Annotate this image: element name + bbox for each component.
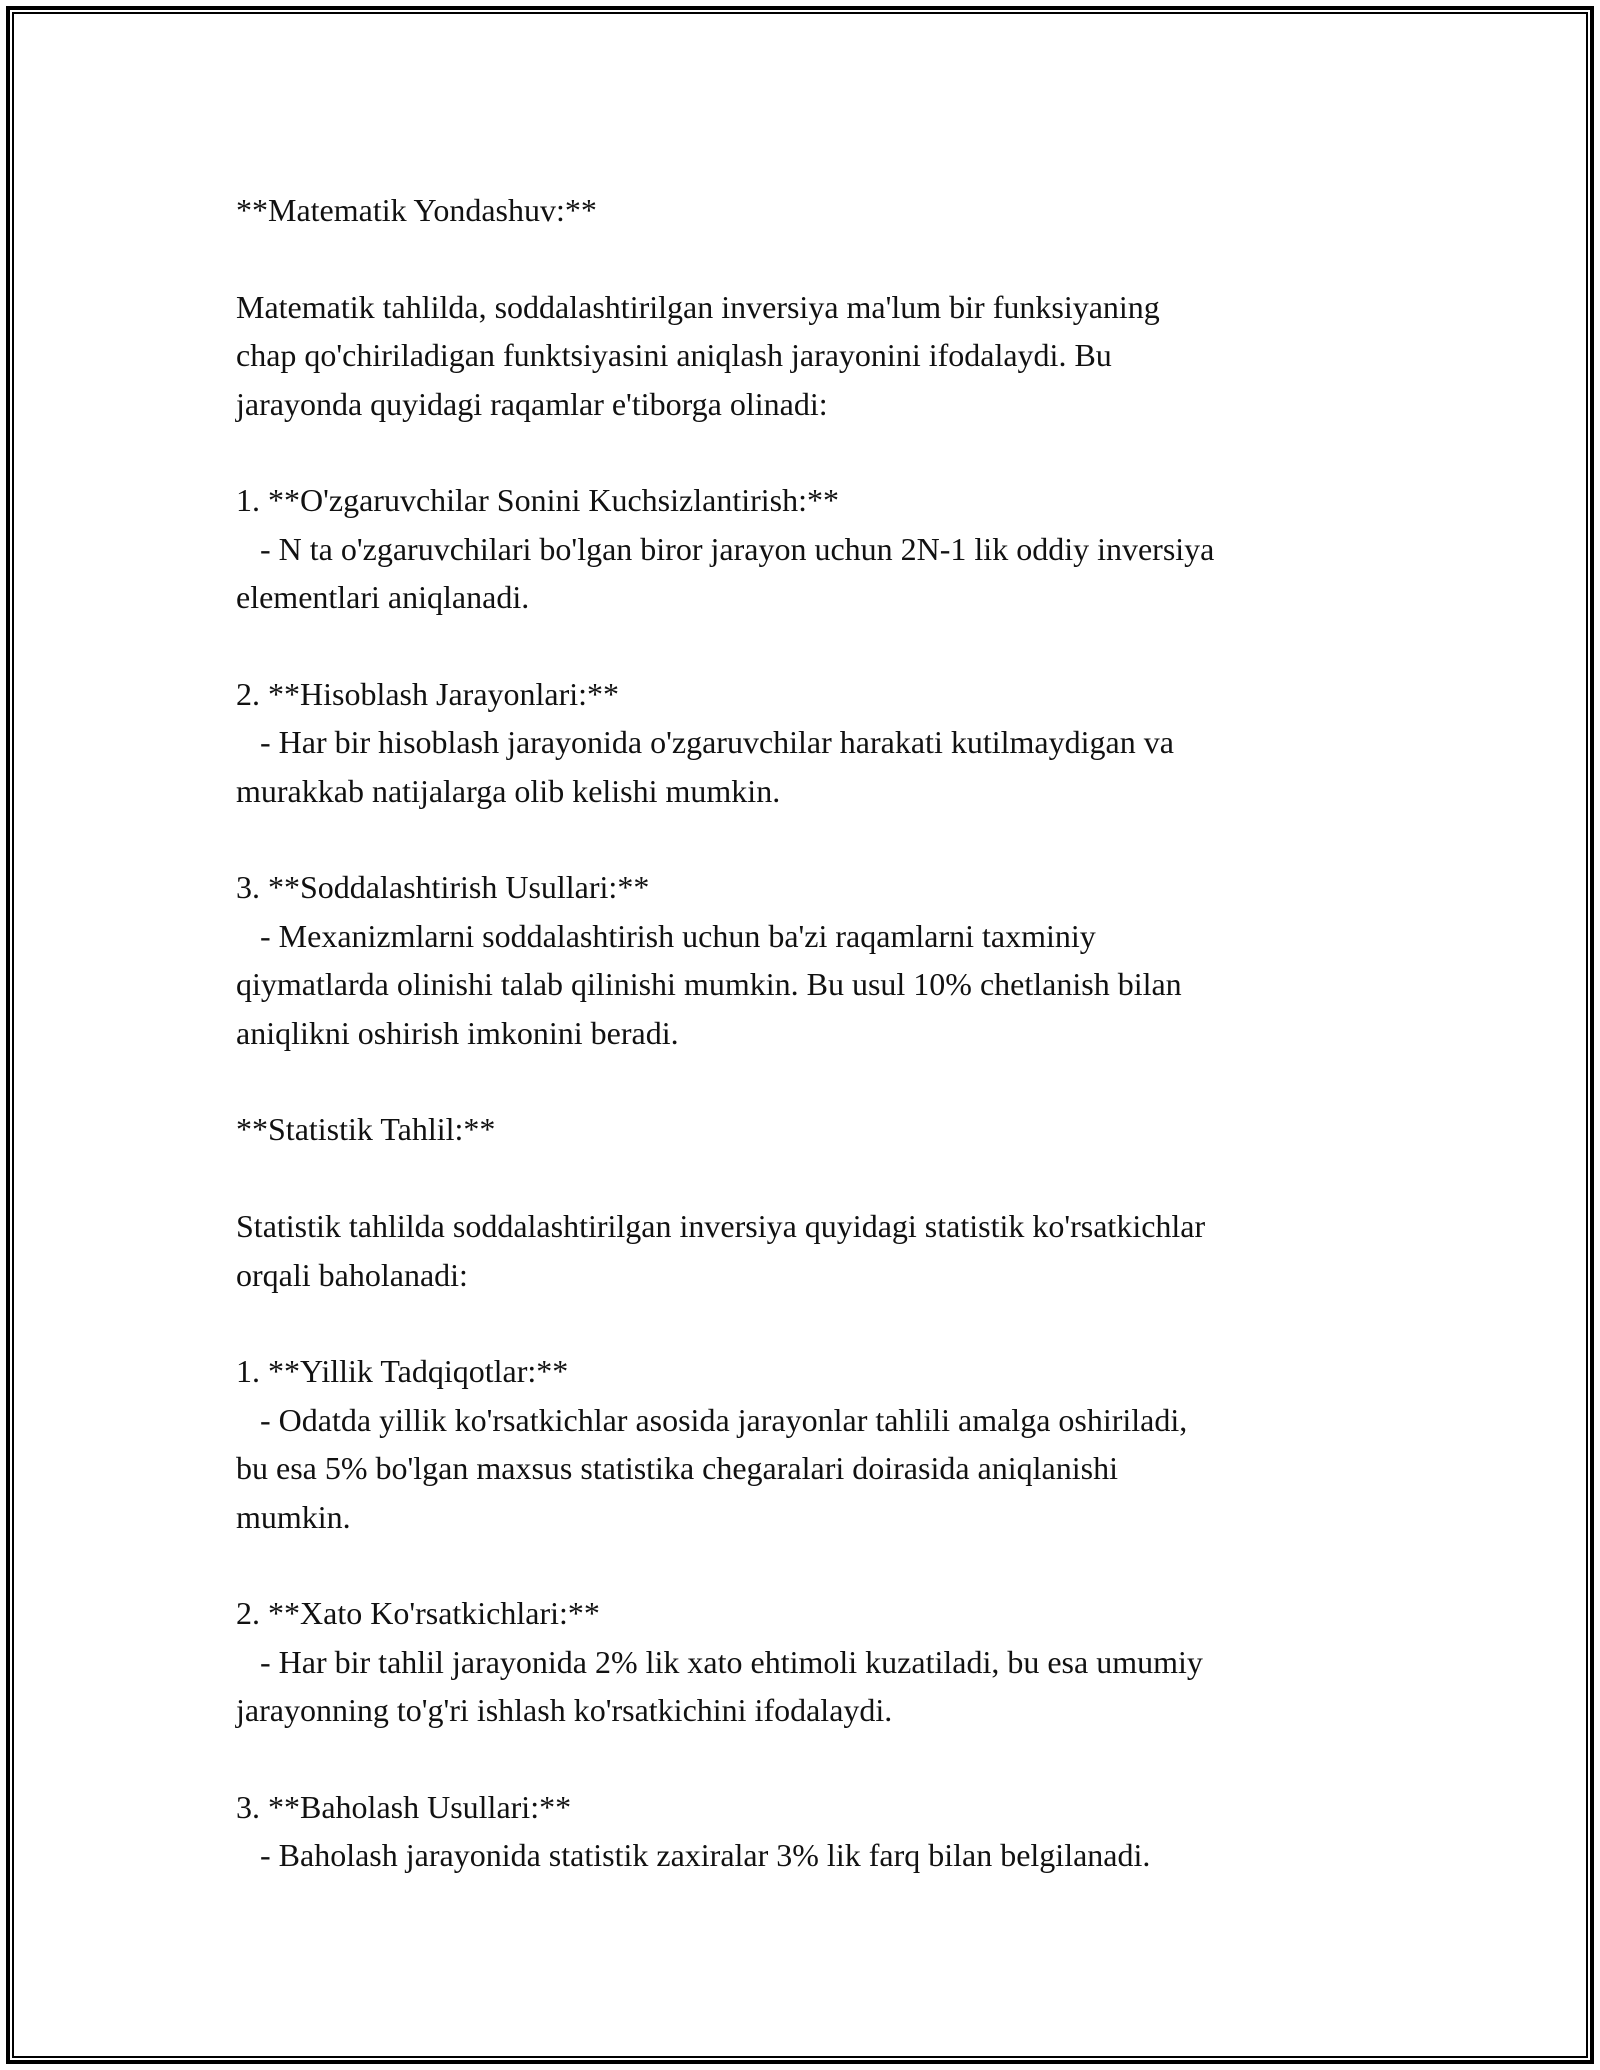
- list-item-text: bu esa 5% bo'lgan maxsus statistika chegaralari doirasida aniqlanishi: [236, 1450, 1118, 1487]
- list-item-heading: 1. **Yillik Tadqiqotlar:**: [236, 1353, 569, 1390]
- blank-line: [236, 1541, 1376, 1589]
- list-item-heading: 3. **Soddalashtirish Usullari:**: [236, 869, 650, 906]
- list-item-text: qiymatlarda olinishi talab qilinishi mumkin. Bu usul 10% chetlanish bilan: [236, 966, 1182, 1003]
- section-heading: **Statistik Tahlil:**: [236, 1111, 496, 1148]
- list-item-text: - N ta o'zgaruvchilari bo'lgan biror jarayon uchun 2N-1 lik oddiy inversiya: [236, 530, 1215, 567]
- blank-line: [236, 1154, 1376, 1202]
- blank-line: [236, 428, 1376, 476]
- list-item-text: - Har bir hisoblash jarayonida o'zgaruvchilar harakati kutilmaydigan va: [236, 724, 1174, 761]
- list-item-heading: 2. **Hisoblash Jarayonlari:**: [236, 675, 620, 712]
- paragraph-line: orqali baholanadi:: [236, 1256, 468, 1293]
- section-heading: **Matematik Yondashuv:**: [236, 192, 597, 228]
- list-item-text: murakkab natijalarga olib kelishi mumkin.: [236, 772, 781, 809]
- list-item-text: jarayonning to'g'ri ishlash ko'rsatkichini ifodalaydi.: [236, 1692, 893, 1729]
- list-item-heading: 3. **Baholash Usullari:**: [236, 1788, 572, 1825]
- paragraph-line: chap qo'chiriladigan funktsiyasini aniqlash jarayonini ifodalaydi. Bu: [236, 337, 1112, 374]
- list-item-text: - Odatda yillik ko'rsatkichlar asosida jarayonlar tahlili amalga oshiriladi,: [236, 1401, 1188, 1438]
- paragraph-line: Matematik tahlilda, soddalashtirilgan inversiya ma'lum bir funksiyaning: [236, 288, 1160, 325]
- paragraph-line: jarayonda quyidagi raqamlar e'tiborga olinadi:: [236, 385, 828, 422]
- list-item-heading: 1. **O'zgaruvchilar Sonini Kuchsizlantirish:**: [236, 482, 839, 519]
- blank-line: [236, 234, 1376, 282]
- list-item-heading: 2. **Xato Ko'rsatkichlari:**: [236, 1595, 600, 1632]
- list-item-text: - Mexanizmlarni soddalashtirish uchun ba'zi raqamlarni taxminiy: [236, 917, 1096, 954]
- list-item-text: - Baholash jarayonida statistik zaxiralar 3% lik farq bilan belgilanadi.: [236, 1837, 1151, 1874]
- list-item-text: elementlari aniqlanadi.: [236, 579, 530, 616]
- list-item-text: - Har bir tahlil jarayonida 2% lik xato ehtimoli kuzatiladi, bu esa umumiy: [236, 1643, 1203, 1680]
- blank-line: [236, 622, 1376, 670]
- document-body: [236, 186, 1376, 1880]
- blank-line: [236, 815, 1376, 863]
- blank-line: [236, 1299, 1376, 1347]
- blank-line: [236, 1735, 1376, 1783]
- blank-line: [236, 1057, 1376, 1105]
- list-item-text: aniqlikni oshirish imkonini beradi.: [236, 1014, 679, 1051]
- paragraph-line: Statistik tahlilda soddalashtirilgan inversiya quyidagi statistik ko'rsatkichlar: [236, 1208, 1206, 1245]
- list-item-text: mumkin.: [236, 1498, 351, 1535]
